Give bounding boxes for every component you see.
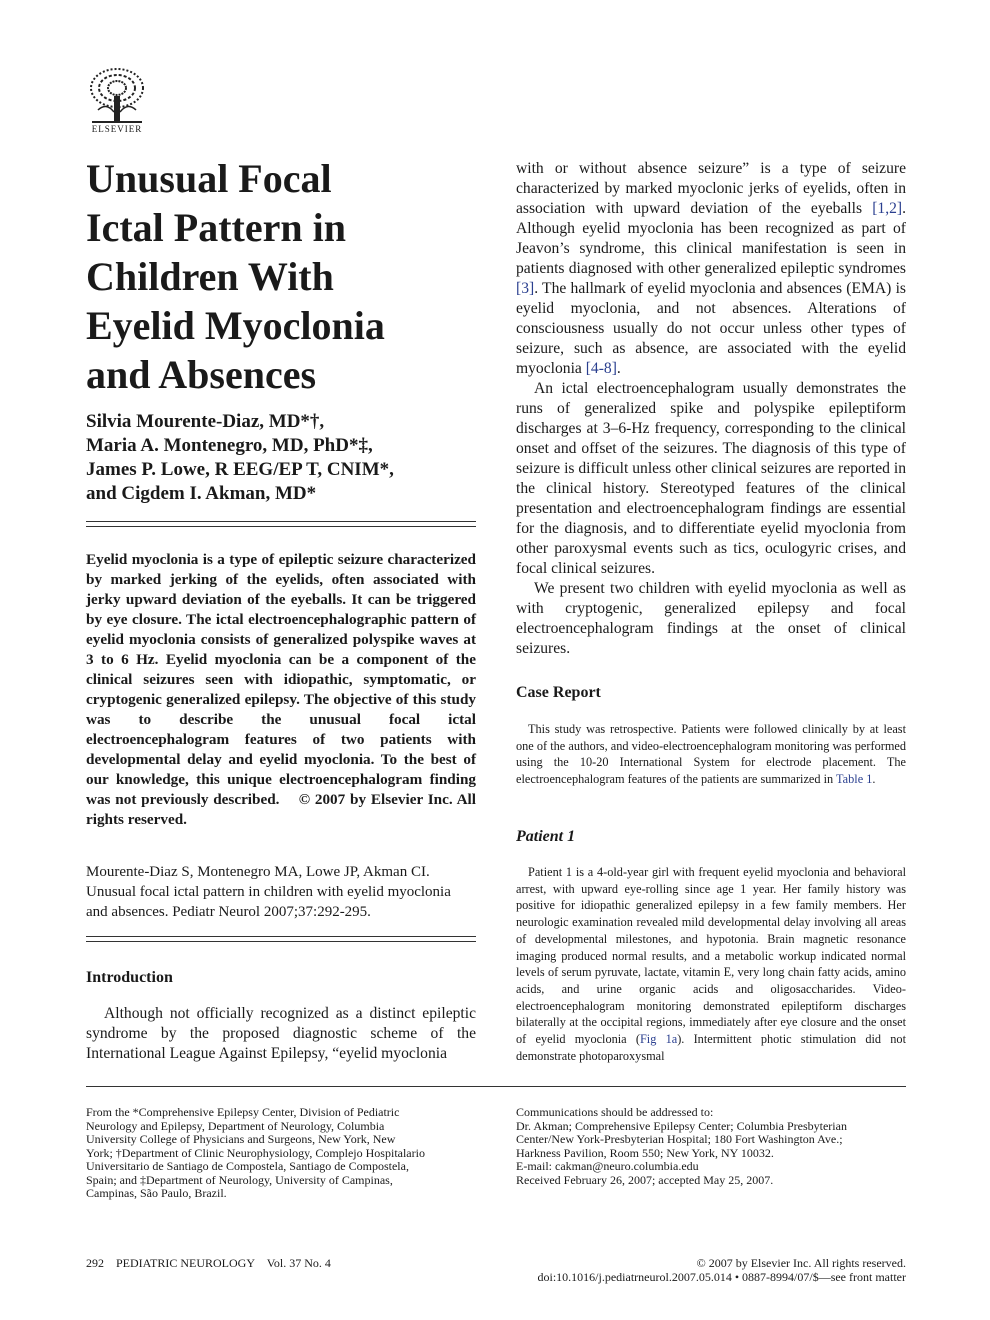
table-link[interactable]: Table 1 bbox=[836, 772, 873, 787]
case-report-section bbox=[516, 721, 906, 788]
patient-1-paragraph bbox=[516, 864, 906, 1064]
doi[interactable]: doi:10.1016/j.pediatrneurol.2007.05.014 • 0887-8994/07/$—see front matter bbox=[537, 1270, 906, 1284]
text-run: with or without absence seizure” is a type of seizure characterized by marked myoclonic jerks of eyelids, often in association with upward deviation of the eyeballs bbox=[516, 160, 906, 217]
affiliation-line: Universitario de Santiago de Compostela, Santiago de Compostela, bbox=[86, 1159, 409, 1173]
correspondence bbox=[516, 1106, 906, 1187]
journal-name: PEDIATRIC NEUROLOGY bbox=[116, 1256, 255, 1270]
affiliation-line: Campinas, São Paulo, Brazil. bbox=[86, 1186, 227, 1200]
affiliation-line: Neurology and Epilepsy, Department of Neurology, Columbia bbox=[86, 1118, 385, 1133]
affiliation-line: Spain; and ‡Department of Neurology, University of Campinas, bbox=[86, 1172, 393, 1187]
title-line: Children With bbox=[86, 254, 334, 299]
citation: Mourente-Diaz S, Montenegro MA, Lowe JP, Akman CI. Unusual focal ictal pattern in children with eyelid myoclonia and absences. Pediatr Neurol 2007;37:292-295. bbox=[86, 864, 451, 920]
elsevier-tree-icon bbox=[84, 66, 150, 124]
introduction-heading: Introduction bbox=[86, 969, 173, 986]
patient-1-heading: Patient 1 bbox=[516, 828, 576, 845]
correspondence-line: Communications should be addressed to: bbox=[516, 1105, 714, 1119]
text-run: . bbox=[872, 772, 876, 787]
title-line: Unusual Focal bbox=[86, 156, 332, 201]
affiliation-line: York; †Department of Clinic Neurophysiology, Complejo Hospitalario bbox=[86, 1145, 425, 1160]
abstract-text: Eyelid myoclonia is a type of epileptic seizure characterized by marked jerking of the eyelids, often associated with jerky upward deviation of the eyeballs. It can be triggered by eye closure. The ictal electroencephalographic pattern of eyelid myoclonia consists of generalized polyspike waves at 3 to 6 Hz. Eyelid myoclonia can be a component of the clinical seizures seen with idiopathic, symptomatic, or cryptogenic generalized epilepsy. The objective of this study was to describe the unusual focal ictal electroencephalogram features of two patients with developmental delay and eyelid myoclonia. To the best of our knowledge, this unique electroencephalogram finding was not previously described. bbox=[86, 551, 476, 808]
text-run: . bbox=[616, 360, 621, 377]
title-line: and Absences bbox=[86, 352, 317, 397]
introduction-paragraph: We present two children with eyelid myoclonia as well as with cryptogenic, generalized epilepsy and focal electroencephalogram findings at the onset of clinical seizures. bbox=[516, 580, 906, 657]
correspondence-line: Center/New York-Presbyterian Hospital; 180 Fort Washington Ave.; bbox=[516, 1132, 843, 1146]
reference-link[interactable]: [4-8] bbox=[585, 360, 617, 377]
divider bbox=[86, 526, 476, 527]
title-line: Ictal Pattern in bbox=[86, 205, 346, 250]
elsevier-logo bbox=[84, 66, 150, 134]
text-run: . Although eyelid myoclonia has been recognized as part of Jeavon’s syndrome, this clinical manifestation is seen in patients diagnosed with other generalized epileptic syndromes bbox=[516, 200, 906, 277]
author-list bbox=[86, 410, 486, 506]
author: Silvia Mourente-Diaz, MD*†, bbox=[86, 411, 325, 432]
title-line: Eyelid Myoclonia bbox=[86, 303, 385, 348]
journal-volume: Vol. 37 No. 4 bbox=[266, 1256, 331, 1270]
footnote-divider bbox=[86, 1086, 906, 1087]
author: James P. Lowe, R EEG/EP T, CNIM*, bbox=[86, 459, 394, 480]
correspondence-line: Dr. Akman; Comprehensive Epilepsy Center; Columbia Presbyterian bbox=[516, 1118, 847, 1133]
email-link[interactable]: E-mail: cakman@neuro.columbia.edu bbox=[516, 1159, 699, 1173]
author: Maria A. Montenegro, MD, PhD*‡, bbox=[86, 435, 373, 456]
text-run: . The hallmark of eyelid myoclonia and absences (EMA) is eyelid myoclonia, and not absences. Alterations of consciousness usually do not occur unless other types of seizure, such as absence, are associated with the eyelid myoclonia bbox=[516, 280, 906, 377]
affiliations bbox=[86, 1106, 476, 1201]
right-column bbox=[516, 159, 906, 659]
divider bbox=[86, 936, 476, 937]
page-number: 292 bbox=[86, 1256, 104, 1270]
correspondence-line: Harkness Pavilion, Room 550; New York, NY 10032. bbox=[516, 1145, 774, 1160]
divider bbox=[86, 941, 476, 942]
text-run: Patient 1 is a 4-old-year girl with frequent eyelid myoclonia and behavioral arrest, with upward eye-rolling since age 1 year. Her family history was positive for idiopathic generalized epilepsy in a few family members. Her neurologic examination revealed mild developmental delay involving all areas of developmental milestones, and hypotonia. Brain magnetic resonance imaging produced normal results, and a metabolic workup indicated normal levels of serum pyruvate, lactate, vitamin E, very long chain fatty acids, amino acids, and urine organic acids and oligosaccharides. Video-electroencephalogram monitoring demonstrated epileptiform discharges bilaterally at the occipital regions, immediately after eye closure and the onset of eyelid myoclonia ( bbox=[516, 865, 906, 1047]
reference-link[interactable]: [3] bbox=[516, 280, 535, 297]
patient-1-section bbox=[516, 864, 906, 1064]
divider bbox=[86, 521, 476, 522]
author: and Cigdem I. Akman, MD* bbox=[86, 483, 317, 504]
affiliation-line: University College of Physicians and Surgeons, New York, New bbox=[86, 1132, 396, 1146]
article-title bbox=[86, 154, 466, 399]
introduction-paragraph: An ictal electroencephalogram usually demonstrates the runs of generalized spike and polyspike epileptiform discharges at 3–6-Hz frequency, corresponding to the clinical onset and offset of the seizures. The diagnosis of this type of seizure is difficult unless other clinical seizures are reported in the clinical history. Stereotyped features of the clinical presentation and electroencephalogram findings are essential for the diagnosis, and to differentiate eyelid myoclonia from other paroxysmal events such as tics, oculogyric crises, and focal clinical seizures. bbox=[516, 380, 906, 577]
case-report-paragraph bbox=[516, 721, 906, 788]
case-report-heading: Case Report bbox=[516, 684, 601, 701]
page-footer-right bbox=[538, 1256, 906, 1284]
abstract-copyright: © 2007 by Elsevier Inc. All rights reserved. bbox=[86, 791, 476, 828]
text-run: This study was retrospective. Patients were followed clinically by at least one of the authors, and video-electroencephalogram monitoring was performed using the 10-20 International System for electrode placement. The electroencephalogram features of the patients are summarized in bbox=[516, 722, 906, 787]
figure-link[interactable]: Fig 1a bbox=[639, 1032, 678, 1047]
page-footer-left bbox=[86, 1256, 331, 1271]
abstract bbox=[86, 550, 476, 830]
introduction-paragraph: Although not officially recognized as a distinct epileptic syndrome by the proposed diagnostic scheme of the International League Against Epilepsy, “eyelid myoclonia bbox=[86, 1005, 476, 1062]
reference-link[interactable]: [1,2] bbox=[872, 200, 903, 217]
text-run: ). Intermittent photic stimulation did not demonstrate photoparoxysmal bbox=[516, 1032, 906, 1063]
introduction-paragraph bbox=[516, 159, 906, 379]
affiliation-line: From the *Comprehensive Epilepsy Center, Division of Pediatric bbox=[86, 1105, 400, 1119]
footer-copyright: © 2007 by Elsevier Inc. All rights reserved. bbox=[696, 1256, 906, 1270]
received-dates: Received February 26, 2007; accepted May 25, 2007. bbox=[516, 1172, 774, 1187]
publisher-name: ELSEVIER bbox=[91, 124, 143, 134]
